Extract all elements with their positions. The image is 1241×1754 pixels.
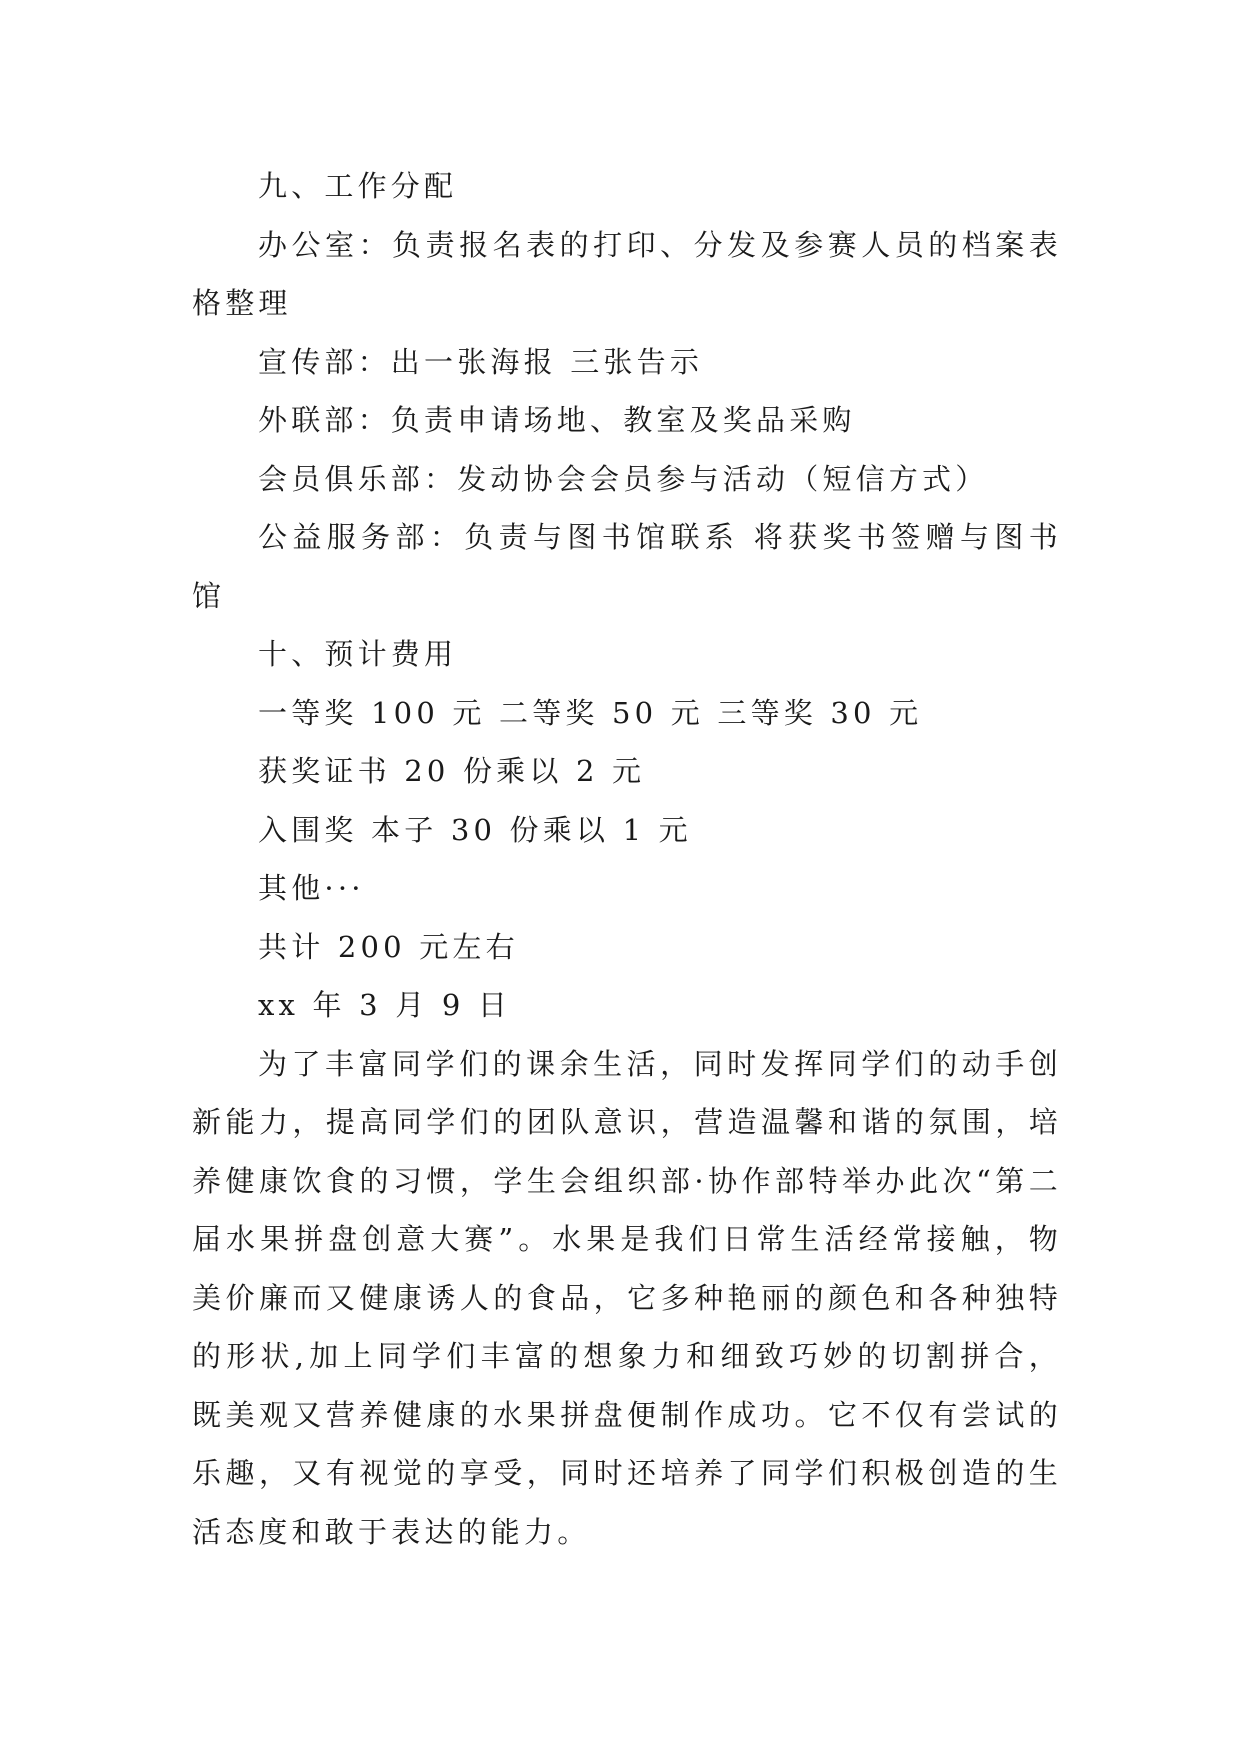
finalist-cost-line: 入围奖 本子 30 份乘以 1 元 [258, 812, 692, 847]
prize-cost-line: 一等奖 100 元 二等奖 50 元 三等奖 30 元 [258, 695, 923, 730]
certificate-cost-line: 获奖证书 20 份乘以 2 元 [258, 754, 646, 788]
publicity-duty-paragraph: 宣传部：出一张海报 三张告示 [258, 344, 704, 379]
total-cost-line: 共计 200 元左右 [258, 929, 519, 964]
other-cost-line: 其他··· [258, 871, 365, 905]
public-service-duty-paragraph: 公益服务部：负责与图书馆联系 将获奖书签赠与图书馆 [192, 520, 1062, 613]
intro-paragraph: 为了丰富同学们的课余生活，同时发挥同学们的动手创新能力，提高同学们的团队意识，营造温馨和谐的氛围，培养健康饮食的习惯，学生会组织部·协作部特举办此次“第二届水果拼盘创意大赛”。水果是我们日常生活经常接触，物美价廉而又健康诱人的食品，它多种艳丽的颜色和各种独特的形状,加上同学们丰富的想象力和细致巧妙的切割拼合，既美观又营养健康的水果拼盘便制作成功。它不仅有尝试的乐趣，又有视觉的享受，同时还培养了同学们积极创造的生活态度和敢于表达的能力。 [192, 1046, 1062, 1549]
date-line: xx 年 3 月 9 日 [258, 988, 512, 1022]
document-body [192, 157, 1062, 1561]
office-duty-paragraph: 办公室：负责报名表的打印、分发及参赛人员的档案表格整理 [192, 227, 1062, 320]
section-heading-work-assignment: 九、工作分配 [258, 169, 458, 203]
external-relations-duty-paragraph: 外联部：负责申请场地、教室及奖品采购 [258, 403, 856, 437]
section-heading-estimated-cost: 十、预计费用 [258, 637, 458, 671]
member-club-duty-paragraph: 会员俱乐部：发动协会会员参与活动（短信方式） [258, 461, 989, 496]
